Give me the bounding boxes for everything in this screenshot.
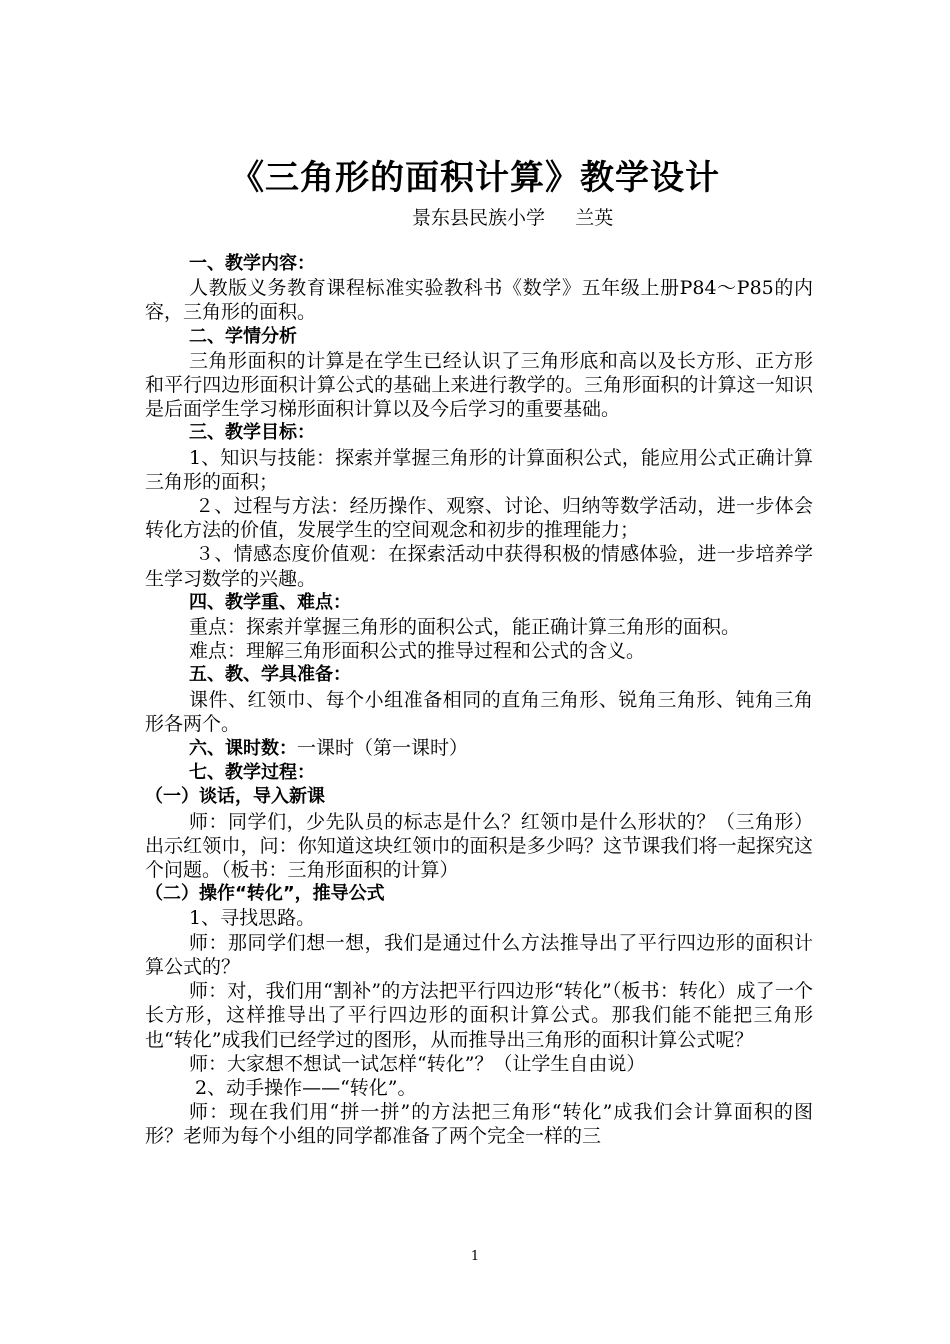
process-subheading: （二）操作“转化”，推导公式 <box>145 883 385 905</box>
paragraph: 师：大家想不想试一试怎样“转化”？（让学生自由说） <box>189 1052 646 1075</box>
page-number: 1 <box>470 1249 480 1264</box>
step-label: 1、寻找思路。 <box>189 907 316 930</box>
paragraph: 师：那同学们想一想，我们是通过什么方法推导出了平行四边形的面积计算公式的？ <box>145 931 813 978</box>
goal-item: ３、情感态度价值观：在探索活动中获得积极的情感体验，进一步培养学生学习数学的兴趣。 <box>145 543 813 590</box>
section-heading-materials: 五、教、学具准备： <box>189 664 351 686</box>
author-line: 景东县民族小学 兰英 <box>412 207 614 229</box>
section-heading-lessons: 六、课时数： <box>189 738 297 760</box>
section-lesson-count <box>145 736 813 761</box>
paragraph: 三角形面积的计算是在学生已经认识了三角形底和高以及长方形、正方形和平行四边形面积计算公式的基础上来进行教学的。三角形面积的计算这一知识是后面学生学习梯形面积计算以及今后学习的重要基础。 <box>145 349 813 421</box>
section-heading-key-points: 四、教学重、难点： <box>189 591 351 613</box>
section-heading-goals: 三、教学目标： <box>189 422 315 444</box>
paragraph: 师：同学们，少先队员的标志是什么？红领巾是什么形状的？（三角形）出示红领巾，问：你知道这块红领巾的面积是多少吗？这节课我们将一起探究这个问题。（板书：三角形面积的计算） <box>145 810 813 882</box>
paragraph: 师：现在我们用“拼一拼”的方法把三角形“转化”成我们会计算面积的图形？老师为每个小组的同学都准备了两个完全一样的三 <box>145 1101 813 1148</box>
section-heading-process: 七、教学过程： <box>189 762 315 784</box>
document-title: 《三角形的面积计算》教学设计 <box>230 158 720 198</box>
step-label: 2、动手操作——“转化”。 <box>195 1076 417 1099</box>
paragraph: 师：对，我们用“割补”的方法把平行四边形“转化”（板书：转化）成了一个长方形，这样推导出了平行四边形的面积计算公式。那我们能不能把三角形也“转化”成我们已经学过的图形，从而推导出三角形的面积计算公式呢？ <box>145 980 813 1051</box>
lesson-count-text: 一课时（第一课时） <box>297 737 469 760</box>
section-heading-content: 一、教学内容： <box>189 253 315 274</box>
difficult-point: 难点：理解三角形面积公式的推导过程和公式的含义。 <box>189 640 646 663</box>
goal-item: ２、过程与方法：经历操作、观察、讨论、归纳等数学活动，进一步体会转化方法的价值，发展学生的空间观念和初步的推理能力； <box>145 495 813 542</box>
paragraph: 人教版义务教育课程标准实验教科书《数学》五年级上册P84～P85的内容，三角形的面积。 <box>145 277 813 324</box>
goal-item: 1、知识与技能：探索并掌握三角形的计算面积公式，能应用公式正确计算三角形的面积； <box>145 446 813 493</box>
key-point: 重点：探索并掌握三角形的面积公式，能正确计算三角形的面积。 <box>189 616 741 639</box>
paragraph: 课件、红领巾、每个小组准备相同的直角三角形、锐角三角形、钝角三角形各两个。 <box>145 688 813 735</box>
section-heading-analysis: 二、学情分析 <box>189 325 297 347</box>
document-body <box>145 252 813 1149</box>
process-subheading: （一）谈话，导入新课 <box>145 786 325 808</box>
